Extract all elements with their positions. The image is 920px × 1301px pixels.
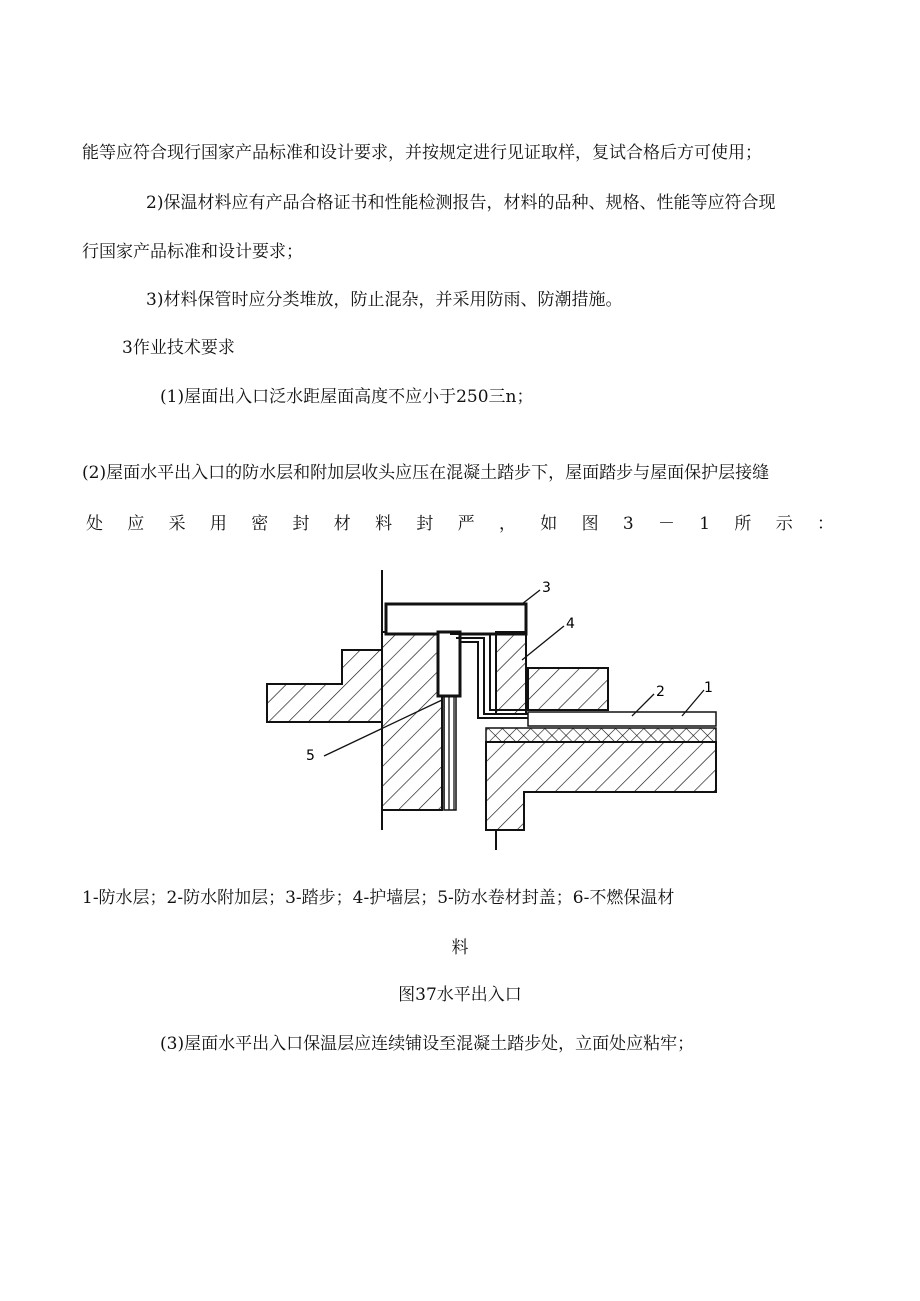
callout-label-4: 4: [566, 616, 575, 632]
figure-horizontal-exit: [262, 530, 722, 866]
paragraph-line: 能等应符合现行国家产品标准和设计要求，并按规定进行见证取样，复试合格后方可使用；: [82, 143, 762, 163]
justified-char: －: [657, 514, 675, 534]
justified-char: 示: [775, 514, 793, 534]
paragraph-line: 行国家产品标准和设计要求；: [82, 242, 303, 262]
list-item: (1)屋面出入口泛水距屋面高度不应小于250三n；: [160, 387, 534, 407]
justified-char: 严: [457, 514, 475, 534]
list-item: (2)屋面水平出入口的防水层和附加层收头应压在混凝土踏步下，屋面踏步与屋面保护层接缝: [82, 463, 770, 483]
roof-slab: [486, 742, 716, 830]
figure-legend-continued: 料: [451, 938, 469, 958]
justified-char: 封: [416, 514, 434, 534]
justified-char: 料: [375, 514, 393, 534]
paragraph-line: 2)保温材料应有产品合格证书和性能检测报告，材料的品种、规格、性能等应符合现: [146, 193, 776, 213]
justified-char: 图: [581, 514, 599, 534]
justified-char: ，: [498, 514, 516, 534]
justified-char: 应: [127, 514, 145, 534]
concrete-slab-left: [267, 632, 442, 810]
justified-char: 材: [333, 514, 351, 534]
figure-caption: 图37水平出入口: [398, 985, 522, 1005]
callout-label-3: 3: [542, 580, 551, 596]
figure-legend: 1-防水层；2-防水附加层；3-踏步；4-护墙层；5-防水卷材封盖；6-不燃保温材: [82, 888, 675, 908]
justified-char: 所: [734, 514, 752, 534]
justified-char: 用: [209, 514, 227, 534]
section-heading: 3作业技术要求: [122, 338, 235, 358]
justified-char: 密: [251, 514, 269, 534]
justified-char: 3: [622, 514, 634, 534]
justified-char: 1: [699, 514, 711, 534]
protection-block: [528, 668, 608, 710]
callout-label-2: 2: [656, 684, 665, 700]
callout-label-5: 5: [306, 748, 315, 764]
paragraph-line: 3)材料保管时应分类堆放，防止混杂，并采用防雨、防潮措施。: [146, 290, 623, 310]
justified-char: 采: [168, 514, 186, 534]
callout-label-1: 1: [704, 680, 713, 696]
insulation-board: [486, 728, 716, 742]
justified-char: 处: [86, 514, 103, 534]
protective-wall: [496, 632, 526, 714]
justified-char: ：: [817, 514, 834, 534]
insulation-strip: [444, 694, 456, 810]
justified-char: 封: [292, 514, 310, 534]
justified-char: 如: [540, 514, 558, 534]
screed-layer: [528, 712, 716, 726]
list-item: (3)屋面水平出入口保温层应连续铺设至混凝土踏步处，立面处应粘牢；: [160, 1034, 695, 1054]
